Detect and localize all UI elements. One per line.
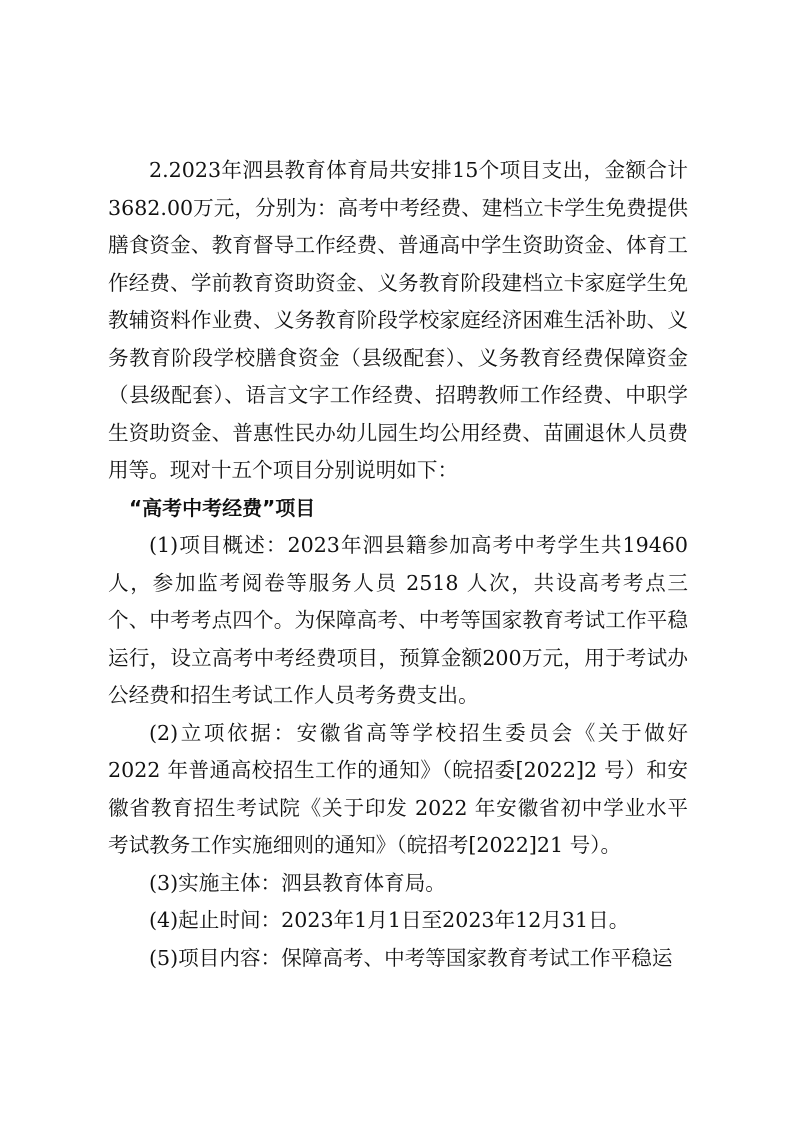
item-content: (5)项目内容：保障高考、中考等国家教育考试工作平稳运 bbox=[149, 945, 673, 970]
item-period: (4)起止时间：2023年1月1日至2023年12月31日。 bbox=[149, 908, 630, 932]
document-page bbox=[108, 152, 688, 977]
item-overview: (1)项目概述：2023年泗县籍参加高考中考学生共19460人，参加监考阅卷等服务人员 2518 人次，共设高考考点三个、中考考点四个。为保障高考、中考等国家教育考试工作平稳运行，设立高考中考经费项目，预算金额200万元，用于考试办公经费和招生考试工作人员考务费支出。 bbox=[108, 533, 688, 707]
intro-paragraph: 2.2023年泗县教育体育局共安排15个项目支出，金额合计3682.00万元，分别为：高考中考经费、建档立卡学生免费提供膳食资金、教育督导工作经费、普通高中学生资助资金、体育工作经费、学前教育资助资金、义务教育阶段建档立卡家庭学生免教辅资料作业费、义务教育阶段学校家庭经济困难生活补助、义务教育阶段学校膳食资金（县级配套）、义务教育经费保障资金（县级配套）、语言文字工作经费、招聘教师工作经费、中职学生资助资金、普惠性民办幼儿园生均公用经费、苗圃退休人员费用等。现对十五个项目分别说明如下： bbox=[108, 158, 688, 482]
item-implementer: (3)实施主体：泗县教育体育局。 bbox=[149, 870, 446, 895]
item-basis: (2)立项依据：安徽省高等学校招生委员会《关于做好 2022 年普通高校招生工作的通知》（皖招委[2022]2 号）和安徽省教育招生考试院《关于印发 2022 年安徽省初中学业水平考试教务工作实施细则的通知》（皖招考[2022]21 号）。 bbox=[108, 720, 688, 857]
section-heading: “高考中考经费”项目 bbox=[129, 495, 316, 520]
